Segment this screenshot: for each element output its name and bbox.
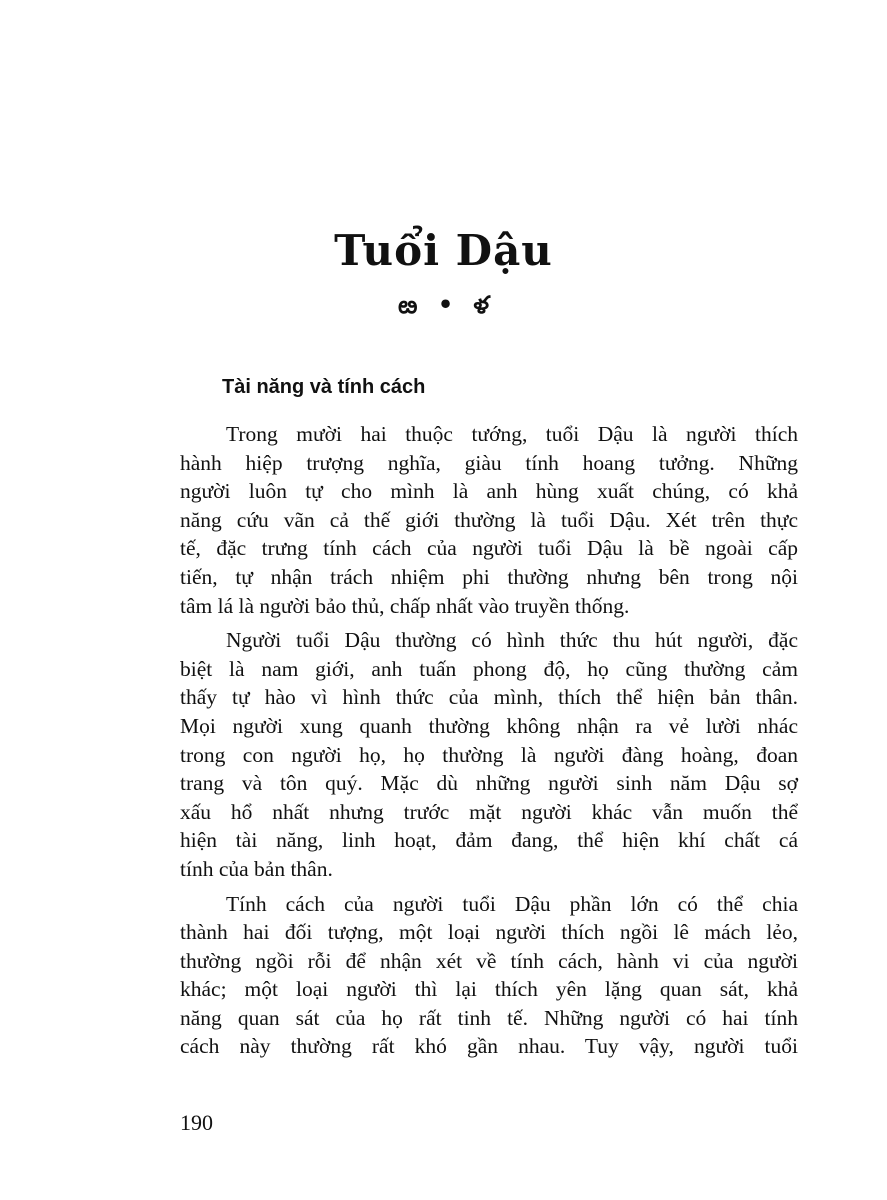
text-line: thấy tự hào vì hình thức của mình, thích thể hiện bản thân. [180,685,798,710]
body-text [180,420,798,1067]
section-heading: Tài năng và tính cách [222,376,426,398]
text-line: cách này thường rất khó gần nhau. Tuy vậy, người tuổi [180,1034,798,1059]
text-line: Tính cách của người tuổi Dậu phần lớn có thể chia [226,891,798,916]
ornament-left-flourish: ఴ [397,290,418,319]
text-line: hành hiệp trượng nghĩa, giàu tính hoang tưởng. Những [180,450,798,475]
text-line: xấu hổ nhất nhưng trước mặt người khác vẫn muốn thể [180,799,798,824]
text-line: năng quan sát của họ rất tinh tế. Những người có hai tính [180,1005,798,1030]
paragraph-2 [180,626,798,883]
text-line: Mọi người xung quanh thường không nhận ra vẻ lười nhác [180,713,798,738]
text-line: người luôn tự cho mình là anh hùng xuất chúng, có khả [180,479,798,504]
text-line: tâm lá là người bảo thủ, chấp nhất vào truyền thống. [180,593,630,618]
text-line: tính của bản thân. [180,856,333,881]
text-line: hiện tài năng, linh hoạt, đảm đang, thể hiện khí chất cá [180,828,798,853]
text-line: Người tuổi Dậu thường có hình thức thu hút người, đặc [226,628,798,653]
text-line: tiến, tự nhận trách nhiệm phi thường nhưng bên trong nội [180,564,798,589]
chapter-ornament [0,290,887,325]
text-line: thành hai đối tượng, một loại người thích ngồi lê mách lẻo, [180,920,798,945]
text-line: năng cứu vãn cả thế giới thường là tuổi Dậu. Xét trên thực [180,507,798,532]
page-number: 190 [180,1110,213,1135]
chapter-title: Tuổi Dậu [334,226,553,275]
text-line: trang và tôn quý. Mặc dù những người sinh năm Dậu sợ [180,771,798,796]
ornament-right-flourish: ళ [473,290,490,319]
text-line: tế, đặc trưng tính cách của người tuổi Dậu là bề ngoài cấp [180,536,798,561]
paragraph-3 [180,890,798,1062]
text-line: biệt là nam giới, anh tuấn phong độ, họ cũng thường cảm [180,656,798,681]
ornament-center-dot: • [437,290,454,319]
text-line: Trong mười hai thuộc tướng, tuổi Dậu là người thích [226,422,798,446]
text-line: thường ngồi rỗi để nhận xét về tính cách, hành vi của người [180,948,798,973]
paragraph-1 [180,420,798,620]
text-line: khác; một loại người thì lại thích yên lặng quan sát, khả [180,977,798,1002]
text-line: trong con người họ, họ thường là người đàng hoàng, đoan [180,742,798,767]
